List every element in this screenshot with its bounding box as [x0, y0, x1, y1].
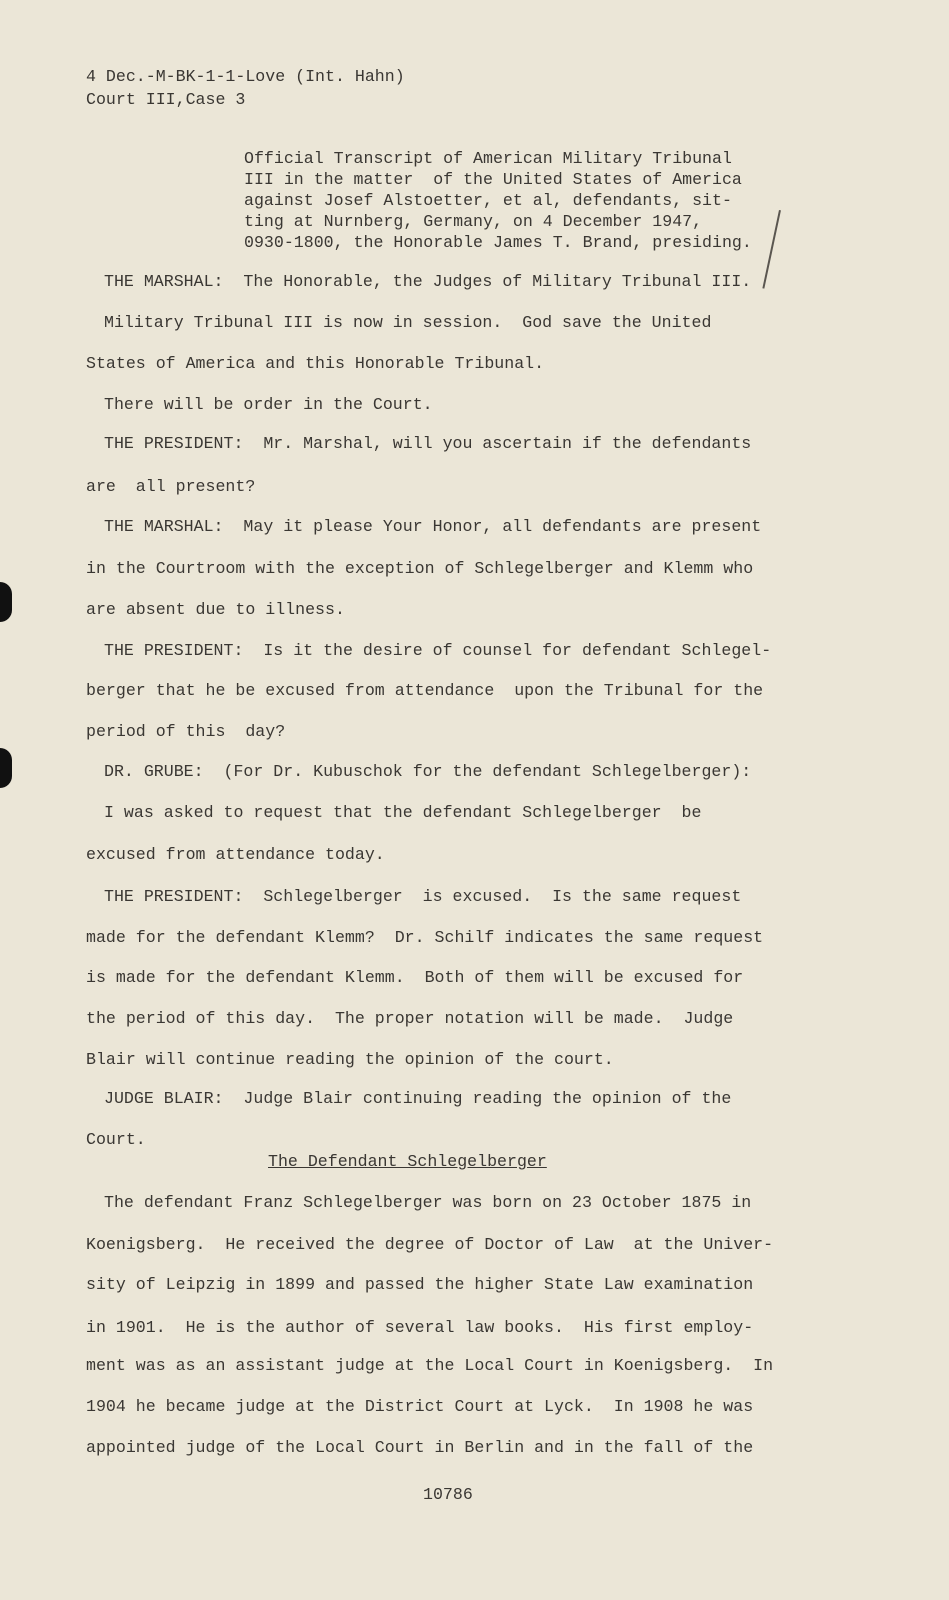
section-line: ment was as an assistant judge at the Local Court in Koenigsberg. In [86, 1356, 774, 1375]
body-line: THE MARSHAL: May it please Your Honor, all defendants are present [104, 517, 762, 536]
body-line: THE MARSHAL: The Honorable, the Judges of Military Tribunal III. [104, 272, 752, 291]
section-line: 1904 he became judge at the District Court at Lyck. In 1908 he was [86, 1397, 754, 1416]
section-heading: The Defendant Schlegelberger [268, 1152, 547, 1171]
body-line: I was asked to request that the defendant Schlegelberger be [104, 803, 702, 822]
section-line: Koenigsberg. He received the degree of Doctor of Law at the Univer- [86, 1235, 774, 1254]
section-line: The defendant Franz Schlegelberger was born on 23 October 1875 in [104, 1193, 752, 1212]
body-line: are absent due to illness. [86, 600, 345, 619]
body-line: period of this day? [86, 722, 286, 741]
caption-line: ting at Nurnberg, Germany, on 4 December 1947, [244, 212, 703, 231]
body-line: There will be order in the Court. [104, 395, 433, 414]
caption-line: Official Transcript of American Military Tribunal [244, 149, 732, 168]
body-line: Military Tribunal III is now in session. God save the United [104, 313, 712, 332]
header-line: 4 Dec.-M-BK-1-1-Love (Int. Hahn) [86, 67, 405, 86]
header-line: Court III,Case 3 [86, 90, 246, 109]
body-line: Court. [86, 1130, 146, 1149]
body-line: in the Courtroom with the exception of Schlegelberger and Klemm who [86, 559, 754, 578]
pencil-mark [762, 210, 780, 289]
body-line: THE PRESIDENT: Schlegelberger is excused. Is the same request [104, 887, 742, 906]
body-line: THE PRESIDENT: Is it the desire of counsel for defendant Schlegel- [104, 641, 772, 660]
page-number: 10786 [423, 1485, 473, 1504]
body-line: JUDGE BLAIR: Judge Blair continuing reading the opinion of the [104, 1089, 732, 1108]
body-line: THE PRESIDENT: Mr. Marshal, will you ascertain if the defendants [104, 434, 752, 453]
body-line: berger that he be excused from attendance upon the Tribunal for the [86, 681, 764, 700]
punch-hole [0, 582, 12, 622]
body-line: made for the defendant Klemm? Dr. Schilf indicates the same request [86, 928, 764, 947]
body-line: is made for the defendant Klemm. Both of them will be excused for [86, 968, 744, 987]
punch-hole [0, 748, 12, 788]
body-line: Blair will continue reading the opinion of the court. [86, 1050, 614, 1069]
body-line: the period of this day. The proper notation will be made. Judge [86, 1009, 734, 1028]
caption-line: III in the matter of the United States of America [244, 170, 742, 189]
section-line: sity of Leipzig in 1899 and passed the higher State Law examination [86, 1275, 754, 1294]
body-line: States of America and this Honorable Tribunal. [86, 354, 545, 373]
caption-line: against Josef Alstoetter, et al, defendants, sit- [244, 191, 732, 210]
caption-line: 0930-1800, the Honorable James T. Brand, presiding. [244, 233, 752, 252]
section-line: in 1901. He is the author of several law books. His first employ- [86, 1318, 754, 1337]
body-line: DR. GRUBE: (For Dr. Kubuschok for the defendant Schlegelberger): [104, 762, 752, 781]
body-line: excused from attendance today. [86, 845, 385, 864]
body-line: are all present? [86, 477, 256, 496]
section-line: appointed judge of the Local Court in Berlin and in the fall of the [86, 1438, 754, 1457]
